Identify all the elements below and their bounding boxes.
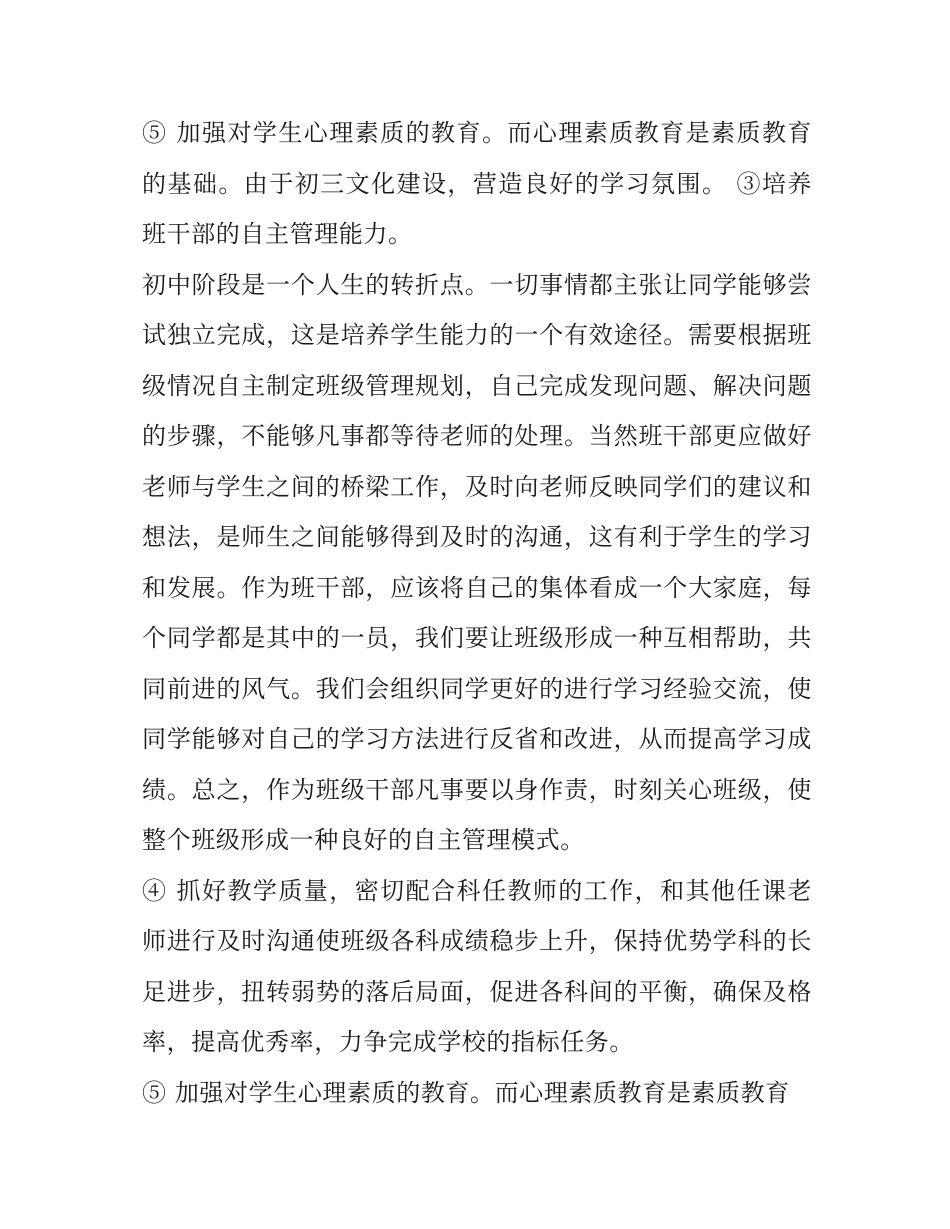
paragraph-teaching-quality: ④ 抓好教学质量，密切配合科任教师的工作，和其他任课老师进行及时沟通使班级各科成绩稳步上升，保持优势学科的长足进步，扭转弱势的落后局面，促进各科间的平衡，确保及格率，提高优秀率，力争完成学校的指标任务。 xyxy=(142,876,812,1056)
document-body xyxy=(142,108,812,1118)
paragraph-psychology-education: ⑤ 加强对学生心理素质的教育。而心理素质教育是素质教育的基础。由于初三文化建设，营造良好的学习氛围。 ③培养班干部的自主管理能力。 xyxy=(142,119,812,248)
paragraph-psychology-education-repeat: ⑤ 加强对学生心理素质的教育。而心理素质教育是素质教育 xyxy=(142,1078,790,1107)
paragraph-class-self-management: 初中阶段是一个人生的转折点。一切事情都主张让同学能够尝试独立完成，这是培养学生能力的一个有效途径。需要根据班级情况自主制定班级管理规划，自己完成发现问题、解决问题的步骤，不能够凡事都等待老师的处理。当然班干部更应做好老师与学生之间的桥梁工作，及时向老师反映同学们的建议和想法，是师生之间能够得到及时的沟通，这有利于学生的学习和发展。作为班干部，应该将自己的集体看成一个大家庭，每个同学都是其中的一员，我们要让班级形成一种互相帮助，共同前进的风气。我们会组织同学更好的进行学习经验交流，使同学能够对自己的学习方法进行反省和改进，从而提高学习成绩。总之，作为班级干部凡事要以身作责，时刻关心班级，使整个班级形成一种良好的自主管理模式。 xyxy=(142,270,812,854)
